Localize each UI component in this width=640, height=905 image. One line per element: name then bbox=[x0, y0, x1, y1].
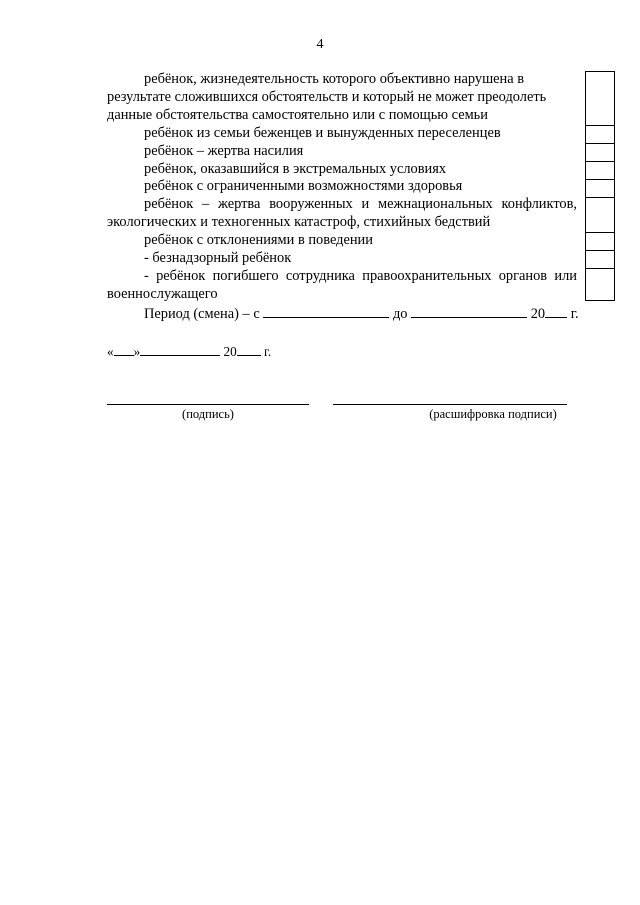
checkbox-column[interactable] bbox=[585, 71, 615, 301]
date-day-field[interactable] bbox=[114, 343, 134, 356]
category-list bbox=[107, 71, 577, 304]
date-month-field[interactable] bbox=[140, 343, 220, 356]
signature-field[interactable] bbox=[107, 404, 309, 405]
period-year-field[interactable] bbox=[545, 305, 567, 318]
date-open-quote: « bbox=[107, 344, 114, 359]
signature-decryption-label: (расшифровка подписи) bbox=[429, 407, 557, 421]
category-item: ребёнок – жертва насилия bbox=[144, 142, 304, 159]
period-line bbox=[144, 305, 579, 323]
period-label: Период (смена) – с bbox=[144, 306, 260, 322]
checkbox-divider bbox=[586, 125, 614, 126]
checkbox-divider bbox=[586, 197, 614, 198]
signature-decryption-field[interactable] bbox=[333, 404, 567, 405]
category-item: ребёнок, жизнедеятельность которого объективно нарушена в результате сложившихся обстоятельств и который не может преодолеть данные обстоятельства самостоятельно или с помощью семьи bbox=[107, 71, 547, 123]
period-year-suffix: г. bbox=[570, 306, 579, 322]
period-start-field[interactable] bbox=[263, 305, 389, 318]
category-item: ребёнок, оказавшийся в экстремальных условиях bbox=[144, 160, 447, 177]
category-item: - ребёнок погибшего сотрудника правоохранительных органов или военнослужащего bbox=[107, 267, 577, 302]
period-end-field[interactable] bbox=[411, 305, 527, 318]
checkbox-divider bbox=[586, 179, 614, 180]
checkbox-divider bbox=[586, 268, 614, 269]
checkbox-divider bbox=[586, 143, 614, 144]
period-to-label: до bbox=[392, 306, 408, 322]
date-line bbox=[107, 343, 271, 360]
page-number: 4 bbox=[316, 37, 324, 52]
date-year-field[interactable] bbox=[237, 343, 261, 356]
period-year-prefix: 20 bbox=[530, 306, 546, 322]
date-close-quote: » bbox=[133, 344, 141, 359]
category-item: ребёнок с отклонениями в поведении bbox=[144, 232, 373, 249]
category-item: - безнадзорный ребёнок bbox=[144, 250, 292, 267]
checkbox-divider bbox=[586, 250, 614, 251]
checkbox-divider bbox=[586, 161, 614, 162]
checkbox-divider bbox=[586, 232, 614, 233]
signature-label: (подпись) bbox=[182, 407, 234, 421]
date-year-prefix: 20 bbox=[223, 344, 237, 359]
date-year-suffix: г. bbox=[263, 344, 272, 359]
category-item: ребёнок – жертва вооруженных и межнациональных конфликтов, экологических и техногенных катастроф, стихийных бедствий bbox=[107, 196, 577, 231]
category-item: ребёнок из семьи беженцев и вынужденных переселенцев bbox=[144, 124, 501, 141]
category-item: ребёнок с ограниченными возможностями здоровья bbox=[144, 178, 463, 195]
